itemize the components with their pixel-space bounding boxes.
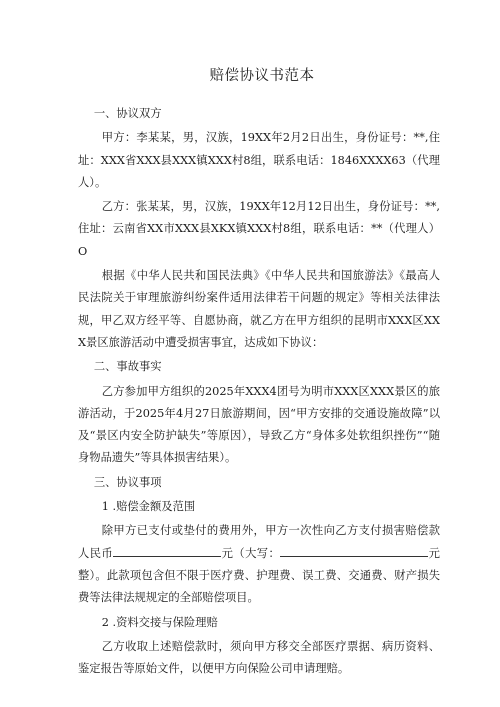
document-title: 赔偿协议书范本 <box>209 68 315 84</box>
facts-paragraph: 乙方参加甲方组织的2025年XXX4团号为明市XXX区XXX景区的旅游活动，于2025年4月27日旅游期间，因“甲方安排的交通设施故障”以及“景区内安全防护缺失”等原因），导致乙方“身体多处软组织挫伤”“随身物品遗失”等具体损害结果）。 <box>78 384 440 465</box>
capital-amount-blank <box>280 544 428 557</box>
party-b-paragraph: 乙方：张某某，男，汉族，19XX年12月12日出生，身份证号：**,住址：云南省XX市XXX县XKX镇XXX村8组，联系电话：**（代理人）O <box>78 200 440 258</box>
item-1-text-a: 除甲方已支付或垫付的费用外，甲方一次性向乙方支付损害赔偿款人民币 <box>78 524 440 560</box>
section-heading-parties: 一、协议双方 <box>93 107 162 120</box>
item-1-heading: 1 .赔偿金额及范围 <box>101 500 196 514</box>
party-a-paragraph: 甲方：李某某，男，汉族，19XX年2月2日出生，身份证号：**,住址：XXX省XXX县XXX镇XXX村8组，联系电话：1846XXXX63（代理人）。 <box>78 131 440 189</box>
item-2-paragraph: 乙方收取上述赔偿款时，须向甲方移交全部医疗票据、病历资料、鉴定报告等原始文件，以便甲方向保险公司申请理赔。 <box>78 639 440 676</box>
amount-blank <box>113 544 221 557</box>
legal-basis-paragraph: 根据《中华人民共和国民法典》《中华人民共和国旅游法》《最高人民法院关于审理旅游纠纷案件适用法律若干问题的规定》等相关法律法规，甲乙双方经平等、自愿协商，就乙方在甲方组织的昆明市XXX区XXX景区旅游活动中遭受损害事宜，达成如下协议： <box>78 269 440 349</box>
section-heading-facts: 二、事故事实 <box>93 360 162 374</box>
item-1-text-b: 元（大写： <box>221 546 281 560</box>
item-1-text-c: 元整）。此款项包含但不限于医疗费、护理费、误工费、交通费、财产损失费等法律法规规定的全部赔偿项目。 <box>78 546 440 605</box>
item-1-paragraph <box>78 520 440 609</box>
section-heading-terms: 三、协议事项 <box>93 475 162 489</box>
item-2-heading: 2 .资料交接与保险理赔 <box>101 615 218 629</box>
